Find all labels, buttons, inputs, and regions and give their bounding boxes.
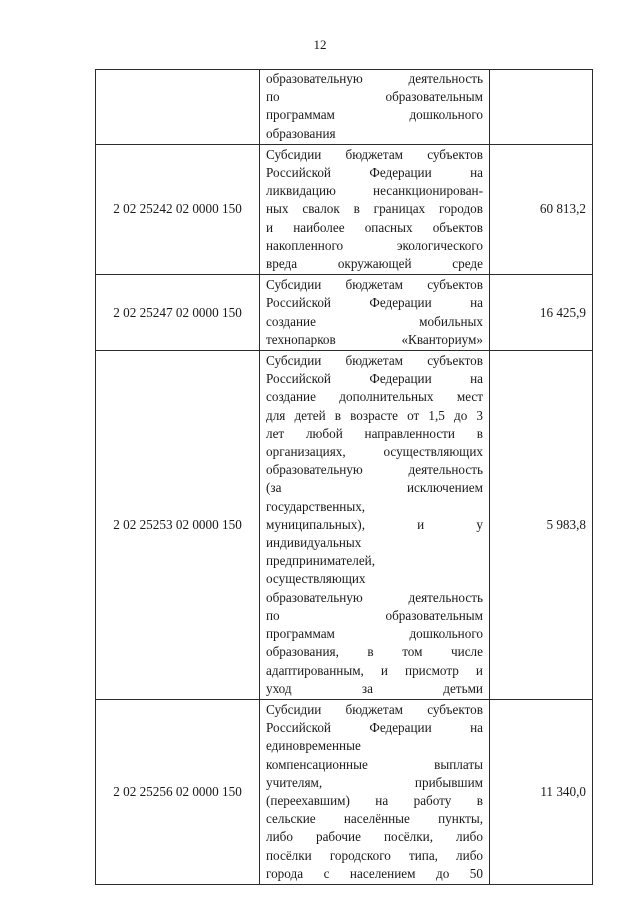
description-line: по образовательным [266, 607, 483, 623]
description-line: программам дошкольного [266, 626, 483, 642]
budget-code-cell: 2 02 25242 02 0000 150 [96, 144, 260, 274]
description-line: образовательную деятельность [266, 462, 483, 478]
description-line: города с населением до 50 [266, 865, 483, 881]
description-line: Субсидии бюджетам субъектов [266, 146, 483, 162]
description-line: Российской Федерации на [266, 295, 483, 311]
description-line: Субсидии бюджетам субъектов [266, 701, 483, 717]
amount-cell [490, 70, 593, 145]
description-line: индивидуальных [266, 535, 362, 551]
description-line: образования, в том числе [266, 644, 483, 660]
description-line: создание мобильных [266, 313, 483, 329]
description-cell [260, 351, 490, 700]
table-row [96, 275, 593, 351]
description-line: технопарков «Кванториум» [266, 331, 483, 347]
description-line: ликвидацию несанкционирован- [266, 183, 483, 199]
description-line: накопленного экологического [266, 237, 483, 253]
description-line: Российской Федерации на [266, 720, 483, 736]
description-line: и наиболее опасных объектов [266, 219, 483, 235]
description-line: государственных, [266, 498, 366, 514]
description-line: Субсидии бюджетам субъектов [266, 277, 483, 293]
description-line: уход за детьми [266, 680, 483, 696]
budget-code-cell: 2 02 25256 02 0000 150 [96, 699, 260, 884]
amount-cell: 11 340,0 [490, 699, 593, 884]
description-line: Российской Федерации на [266, 371, 483, 387]
description-line: вреда окружающей среде [266, 256, 483, 272]
table-row [96, 351, 593, 700]
description-line: сельские населённые пункты, [266, 811, 483, 827]
amount-cell: 60 813,2 [490, 144, 593, 274]
description-line: лет любой направленности в [266, 425, 483, 441]
description-cell [260, 144, 490, 274]
description-line: либо рабочие посёлки, либо [266, 829, 483, 845]
budget-code-cell [96, 70, 260, 145]
description-line: образовательную деятельность [266, 71, 483, 86]
page-number: 12 [313, 37, 327, 52]
amount-cell: 16 425,9 [490, 275, 593, 351]
description-line: предпринимателей, [266, 553, 376, 569]
description-line: организациях, осуществляющих [266, 444, 483, 460]
description-line: единовременные [266, 738, 361, 754]
description-line: для детей в возрасте от 1,5 до 3 [266, 407, 483, 423]
description-cell [260, 70, 490, 145]
table-row [96, 699, 593, 884]
description-line: создание дополнительных мест [266, 389, 483, 405]
description-line: Субсидии бюджетам субъектов [266, 353, 483, 369]
description-line: образования [266, 125, 336, 141]
description-line: программам дошкольного [266, 107, 483, 123]
description-cell [260, 699, 490, 884]
description-line: посёлки городского типа, либо [266, 847, 483, 863]
description-cell [260, 275, 490, 351]
description-line: муниципальных), и у [266, 516, 483, 532]
description-line: ных свалок в границах городов [266, 201, 483, 217]
table-row [96, 144, 593, 274]
description-line: образовательную деятельность [266, 589, 483, 605]
description-line: Российской Федерации на [266, 165, 483, 181]
description-line: (за исключением [266, 480, 483, 496]
description-line: по образовательным [266, 89, 483, 105]
budget-code-cell: 2 02 25253 02 0000 150 [96, 351, 260, 700]
amount-cell: 5 983,8 [490, 351, 593, 700]
table-row [96, 70, 593, 145]
description-line: осуществляющих [266, 571, 366, 587]
description-line: адаптированным, и присмотр и [266, 662, 483, 678]
budget-revenue-table [95, 69, 593, 885]
description-line: компенсационные выплаты [266, 756, 483, 772]
description-line: учителям, прибывшим [266, 774, 483, 790]
description-line: (переехавшим) на работу в [266, 792, 483, 808]
budget-code-cell: 2 02 25247 02 0000 150 [96, 275, 260, 351]
